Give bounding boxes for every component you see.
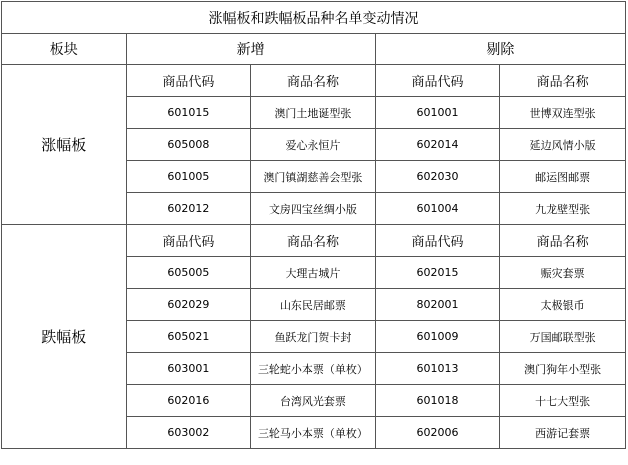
removed-code: 602014: [375, 129, 500, 161]
board-label-rise: 涨幅板: [2, 65, 127, 225]
removed-code: 602006: [375, 417, 500, 449]
added-code: 605005: [126, 257, 251, 289]
removed-name: 澳门狗年小型张: [500, 353, 626, 385]
added-code: 601015: [126, 97, 251, 129]
subheader-rm-code: 商品代码: [375, 225, 500, 257]
added-name: 大理古城片: [251, 257, 376, 289]
added-name: 澳门镇湖慈善会型张: [251, 161, 376, 193]
added-name: 三轮蛇小本票（单枚）: [251, 353, 376, 385]
subheader-rm-name: 商品名称: [500, 225, 626, 257]
added-code: 602016: [126, 385, 251, 417]
added-name: 鱼跃龙门贺卡封: [251, 321, 376, 353]
removed-code: 601013: [375, 353, 500, 385]
added-name: 台湾风光套票: [251, 385, 376, 417]
stock-change-table: [1, 1, 626, 449]
added-name: 文房四宝丝绸小版: [251, 193, 376, 225]
removed-code: 601001: [375, 97, 500, 129]
added-code: 602029: [126, 289, 251, 321]
removed-name: 西游记套票: [500, 417, 626, 449]
added-name: 山东民居邮票: [251, 289, 376, 321]
removed-code: 601009: [375, 321, 500, 353]
board-label-fall: 跌幅板: [2, 225, 127, 449]
removed-name: 太极银币: [500, 289, 626, 321]
removed-name: 九龙壁型张: [500, 193, 626, 225]
subheader-add-code: 商品代码: [126, 65, 251, 97]
added-name: 澳门土地诞型张: [251, 97, 376, 129]
subheader-add-name: 商品名称: [251, 225, 376, 257]
added-code: 602012: [126, 193, 251, 225]
subheader-add-code: 商品代码: [126, 225, 251, 257]
added-code: 605021: [126, 321, 251, 353]
added-code: 603002: [126, 417, 251, 449]
added-name: 爱心永恒片: [251, 129, 376, 161]
removed-code: 802001: [375, 289, 500, 321]
removed-name: 延边风情小版: [500, 129, 626, 161]
removed-code: 602030: [375, 161, 500, 193]
added-code: 603001: [126, 353, 251, 385]
removed-name: 十七大型张: [500, 385, 626, 417]
header-board: 板块: [2, 34, 127, 65]
removed-name: 万国邮联型张: [500, 321, 626, 353]
removed-name: 世博双连型张: [500, 97, 626, 129]
header-removed: 剔除: [375, 34, 625, 65]
removed-code: 602015: [375, 257, 500, 289]
subheader-rm-code: 商品代码: [375, 65, 500, 97]
table-title: 涨幅板和跌幅板品种名单变动情况: [2, 2, 626, 34]
removed-name: 邮运图邮票: [500, 161, 626, 193]
header-added: 新增: [126, 34, 375, 65]
added-code: 601005: [126, 161, 251, 193]
removed-name: 赈灾套票: [500, 257, 626, 289]
removed-code: 601004: [375, 193, 500, 225]
added-name: 三轮马小本票（单枚）: [251, 417, 376, 449]
subheader-rm-name: 商品名称: [500, 65, 626, 97]
subheader-add-name: 商品名称: [251, 65, 376, 97]
added-code: 605008: [126, 129, 251, 161]
removed-code: 601018: [375, 385, 500, 417]
